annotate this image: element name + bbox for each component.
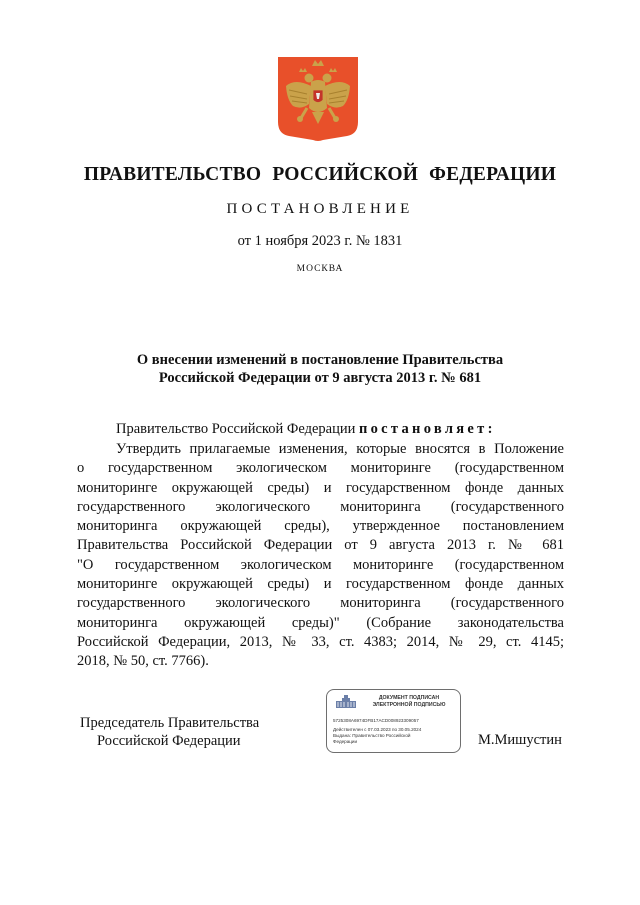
government-building-icon (335, 695, 357, 709)
government-title: ПРАВИТЕЛЬСТВО РОССИЙСКОЙ ФЕДЕРАЦИИ (83, 164, 557, 185)
lead-text: Правительство Российской Федерации (116, 421, 359, 437)
resolution-paragraph (77, 440, 564, 672)
position-line: Российской Федерации (97, 733, 241, 749)
paragraph-line: мониторинге окружающей среды) и государственном фонде данных (77, 576, 564, 593)
stamp-title (361, 695, 457, 709)
paragraph-line: Правительства Российской Федерации от 9 августа 2013 г. № 681 (77, 537, 564, 554)
paragraph-line: мониторинга окружающей среды)" (Собрание законодательства (77, 614, 564, 631)
paragraph-line: государственного экологического мониторинга (государственного (77, 595, 564, 612)
electronic-signature-stamp (326, 689, 461, 753)
signatory-position (80, 714, 259, 750)
stamp-validity: Действителен с 07.03.2023 по 30.05.2024 (333, 727, 422, 732)
paragraph-line: Российской Федерации, 2013, № 33, ст. 4383; 2014, № 29, ст. 4145; (77, 633, 564, 650)
resolution-lead (116, 421, 496, 438)
paragraph-line: мониторинга окружающей среды), утвержденное постановлением (77, 518, 564, 535)
document-date-number: от 1 ноября 2023 г. № 1831 (237, 233, 403, 249)
paragraph-line: 2018, № 50, ст. 7766). (77, 653, 209, 670)
document-subject (90, 351, 550, 387)
paragraph-line: "О государственном экологическом мониторинге (государственном (77, 556, 564, 573)
subject-line: Российской Федерации от 9 августа 2013 г. № 681 (158, 370, 482, 386)
stamp-issuer: Выдана: Правительство Российской (333, 733, 411, 738)
stamp-certificate: 5725308A6974DFB17ACD008923309057 (333, 718, 419, 723)
stamp-title-line: ДОКУМЕНТ ПОДПИСАН (378, 695, 440, 701)
stamp-title-line: ЭЛЕКТРОННОЙ ПОДПИСЬЮ (372, 702, 446, 708)
paragraph-line: государственного экологического мониторинга (государственного (77, 498, 564, 515)
position-line: Председатель Правительства (80, 715, 260, 731)
stamp-issuer: Федерации (333, 739, 358, 744)
lead-resolves: постановляет: (358, 421, 496, 437)
subject-line: О внесении изменений в постановление Правительства (136, 352, 504, 368)
coat-of-arms-emblem (277, 56, 359, 144)
document-city: МОСКВА (296, 264, 344, 274)
signatory-name: М.Мишустин (478, 732, 562, 748)
document-type: ПОСТАНОВЛЕНИЕ (226, 201, 414, 217)
paragraph-line: Утвердить прилагаемые изменения, которые вносятся в Положение (116, 441, 564, 457)
paragraph-line: о государственном экологическом мониторинге (государственном (77, 460, 564, 477)
paragraph-line: мониторинге окружающей среды) и государственном фонде данных (77, 479, 564, 496)
